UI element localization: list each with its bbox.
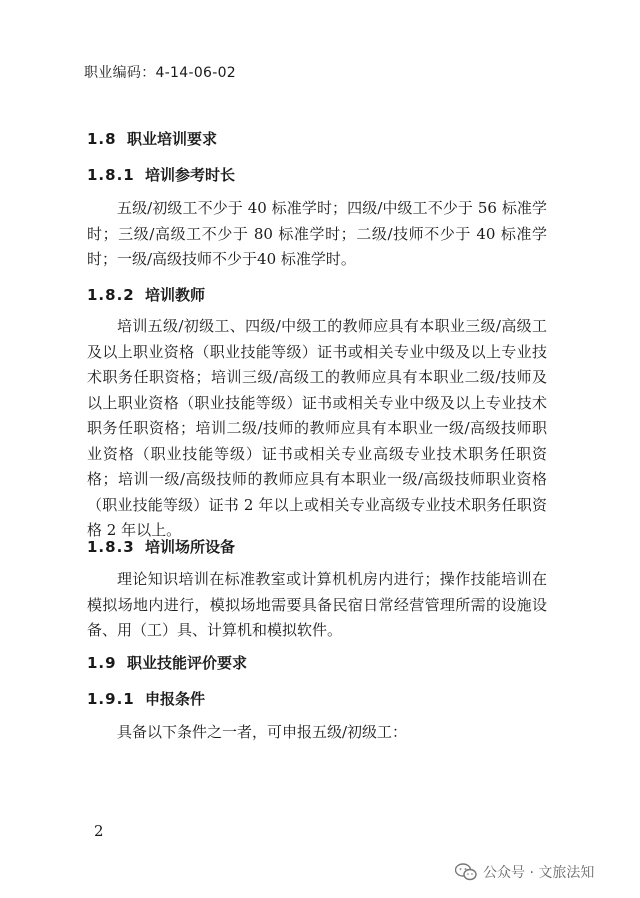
paragraph-training-hours: 五级/初级工不少于 40 标准学时；四级/中级工不少于 56 标准学时；三级/高级工不少于 80 标准学时；二级/技师不少于 40 标准学时；一级/高级技师不少于40 标准学时。 — [87, 199, 547, 268]
section-number: 1.9 — [87, 654, 117, 672]
section-number: 1.9.1 — [87, 690, 135, 708]
section-heading-1-8-2 — [87, 284, 205, 305]
page-number: 2 — [94, 822, 104, 840]
section-number: 1.8 — [87, 130, 117, 148]
paragraph-training-teachers: 培训五级/初级工、四级/中级工的教师应具有本职业三级/高级工及以上职业资格（职业技能等级）证书或相关专业中级及以上专业技术职务任职资格；培训三级/高级工的教师应具有本职业二级/技师及以上职业资格（职业技能等级）证书或相关专业中级及以上专业技术职务任职资格；培训二级/技师的教师应具有本职业一级/高级技师职业资格（职业技能等级）证书或相关专业高级专业技术职务任职资格；培训一级/高级技师的教师应具有本职业一级/高级技师职业资格（职业技能等级）证书 2 年以上或相关专业高级专业技术职务任职资格 2 年以上。 — [87, 317, 547, 539]
section-number: 1.8.1 — [87, 166, 135, 184]
section-title: 培训参考时长 — [145, 166, 236, 184]
occupation-code: 职业编码：4-14-06-02 — [84, 65, 237, 81]
section-heading-1-9-1 — [87, 688, 205, 709]
section-title: 职业培训要求 — [127, 130, 218, 148]
section-number: 1.8.2 — [87, 286, 135, 304]
section-number: 1.8.3 — [87, 538, 135, 556]
section-title: 申报条件 — [145, 690, 206, 708]
section-heading-1-8-1 — [87, 164, 235, 185]
wechat-icon — [455, 863, 477, 881]
section-heading-1-8-3 — [87, 536, 235, 557]
paragraph-application-conditions: 具备以下条件之一者，可申报五级/初级工： — [117, 723, 408, 741]
section-title: 培训教师 — [145, 286, 206, 304]
section-heading-1-9 — [87, 652, 247, 673]
section-title: 职业技能评价要求 — [127, 654, 248, 672]
watermark-text: 公众号 · 文旅法知 — [483, 865, 595, 881]
wechat-watermark — [455, 862, 594, 882]
section-heading-1-8 — [87, 128, 217, 149]
section-title: 培训场所设备 — [145, 538, 236, 556]
paragraph-training-facilities: 理论知识培训在标准教室或计算机机房内进行；操作技能培训在模拟场地内进行，模拟场地需要具备民宿日常经营管理所需的设施设备、用（工）具、计算机和模拟软件。 — [87, 570, 547, 639]
